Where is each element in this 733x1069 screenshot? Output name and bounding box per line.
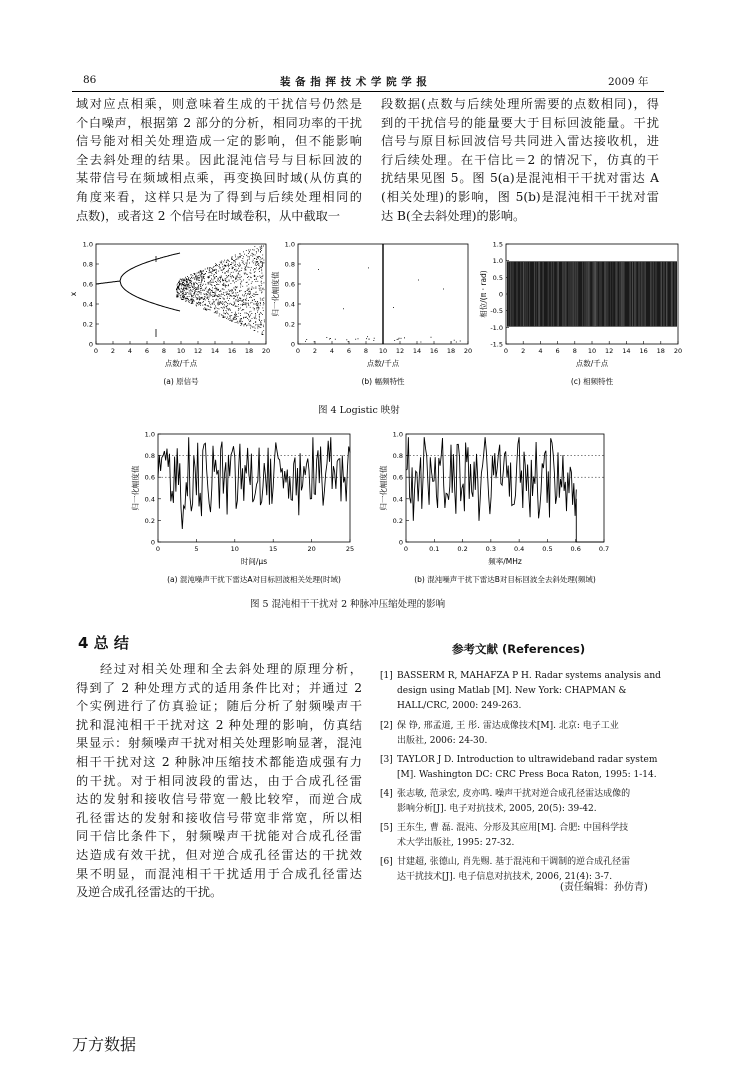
y-tick-label: 1.0 <box>144 430 155 439</box>
text-line: 个白噪声，根据第 2 部分的分析，相同功率的干扰 <box>76 115 362 130</box>
x-tick-label: 20 <box>463 347 473 355</box>
text-line: 果显示：射频噪声干扰对相关处理影响显著，混沌 <box>76 736 362 751</box>
text-line: 点数)，或者这 2 个信号在时域卷积，从中截取一 <box>76 208 341 223</box>
subplot-label: (a) 原信号 <box>163 377 199 386</box>
reference-line: 甘建超, 张德山, 肖先赐. 基于混沌和干调制的逆合成孔径雷 <box>397 857 631 867</box>
y-tick-label: 0.5 <box>492 273 503 282</box>
y-axis-label: x <box>69 291 78 297</box>
reference-line: BASSERM R, MAHAFZA P H. Radar systems analysis and <box>397 671 661 681</box>
y-tick-label: 0 <box>398 538 403 547</box>
text-line: 达 B(全去斜处理)的影响。 <box>381 208 526 223</box>
reference-number: [4] <box>380 789 393 799</box>
references-title: 参考文献 (References) <box>452 642 586 656</box>
text-line: 达造成有效干扰，但对逆合成孔径雷达的干扰效 <box>76 847 362 862</box>
y-tick-label: 0.4 <box>392 495 403 504</box>
x-tick-label: 2 <box>312 347 318 355</box>
body-right-column <box>381 95 659 225</box>
x-tick-label: 0 <box>403 545 409 553</box>
x-tick-label: 15 <box>269 545 278 553</box>
reference-line: 张志敏, 范录宏, 皮亦鸣. 噪声干扰对逆合成孔径雷达成像的 <box>397 789 631 799</box>
subplot-label: (b) 混沌噪声干扰下雷达B对目标回波全去斜处理(频域) <box>414 575 596 584</box>
x-tick-label: 10 <box>378 347 388 355</box>
x-tick-label: 6 <box>555 347 560 355</box>
y-tick-label: 1.0 <box>284 240 295 249</box>
reference-line: design using Matlab [M]. New York: CHAPMAN & <box>397 685 627 696</box>
text-line: 扰结果见图 5。图 5(a)是混沌相干干扰对雷达 A <box>381 171 659 186</box>
x-tick-label: 18 <box>446 347 456 355</box>
y-tick-label: -1.0 <box>490 323 503 332</box>
text-line: 段数据(点数与后续处理所需要的点数相同)，得 <box>381 97 659 111</box>
x-tick-label: 14 <box>622 347 631 355</box>
subplot <box>378 431 609 585</box>
x-axis-label: 时间/μs <box>240 557 268 566</box>
fig4-caption: 图 4 Logistic 映射 <box>318 405 400 416</box>
y-tick-label: 0.6 <box>392 473 403 482</box>
y-tick-label: 0.8 <box>392 452 403 461</box>
y-tick-label: 0.4 <box>144 495 155 504</box>
y-tick-label: 0.4 <box>82 300 93 309</box>
x-tick-label: 0 <box>93 347 99 355</box>
year: 2009 年 <box>608 76 649 88</box>
text-line: 经过对相关处理和全去斜处理的原理分析， <box>100 662 362 676</box>
signal-trace <box>158 437 350 529</box>
y-tick-label: 0.2 <box>392 516 403 525</box>
x-tick-label: 4 <box>329 347 335 355</box>
chaotic-points <box>176 246 265 335</box>
x-axis-label: 点数/千点 <box>366 359 400 368</box>
bifurcation-branch <box>120 253 180 281</box>
subplot <box>478 241 682 387</box>
reference-line: [M]. Washington DC: CRC Press Boca Raton, 1995: 1-14. <box>397 769 657 780</box>
y-tick-label: 0 <box>290 340 295 349</box>
y-tick-label: 0.6 <box>284 280 295 289</box>
x-axis-label: 频率/MHz <box>488 557 522 566</box>
text-line: 到的干扰信号的能量要大于目标回波能量。干扰 <box>381 115 659 130</box>
x-tick-label: 8 <box>572 347 577 355</box>
text-line: 某带信号在频域相点乘，再变换回时域(从仿真的 <box>76 171 362 186</box>
text-line: 的干扰。对于相同波段的雷达，由于合成孔径雷 <box>76 773 362 788</box>
x-tick-label: 14 <box>412 347 422 355</box>
text-line: 孔径雷达的发射和接收信号带宽非常宽，所以相 <box>76 810 362 825</box>
y-tick-label: 1.0 <box>392 430 403 439</box>
subplot <box>270 241 472 387</box>
text-line: 得到了 2 种处理方式的适用条件比对；并通过 2 <box>76 680 362 695</box>
editor-note: (责任编辑：孙仿青) <box>560 882 648 893</box>
x-tick-label: 12 <box>193 347 203 355</box>
x-tick-label: 4 <box>538 347 543 355</box>
reference-line: TAYLOR J D. Introduction to ultrawideband radar system <box>397 755 658 765</box>
reference-number: [5] <box>380 823 393 833</box>
x-tick-label: 18 <box>244 347 254 355</box>
text-line: 相干干扰对这 2 种脉冲压缩技术都能造成强有力 <box>76 754 362 769</box>
text-line: 扰和混沌相干干扰对这 2 种处理的影响，仿真结 <box>76 717 362 732</box>
fig5-caption: 图 5 混沌相干干扰对 2 种脉冲压缩处理的影响 <box>250 599 446 610</box>
subplot-label: (b) 幅频特性 <box>361 377 405 386</box>
x-tick-label: 6 <box>144 347 150 355</box>
y-tick-label: -0.5 <box>490 307 503 316</box>
reference-number: [6] <box>380 857 393 867</box>
y-tick-label: 0.4 <box>284 300 295 309</box>
x-tick-label: 5 <box>194 545 199 553</box>
reference-line: 保 铮, 邢孟道, 王 彤. 雷达成像技术[M]. 北京: 电子工业 <box>397 721 619 731</box>
text-line: 域对应点相乘，则意味着生成的干扰信号仍然是 <box>76 97 362 111</box>
bifurcation-branch <box>96 281 120 284</box>
y-tick-label: 1.5 <box>492 240 503 249</box>
text-line: 行后续处理。在干信比＝2 的情况下，仿真的干 <box>381 152 659 167</box>
reference-line: 王东生, 曹 磊. 混沌、分形及其应用[M]. 合肥: 中国科学技 <box>397 823 629 833</box>
signal-tail <box>576 499 604 542</box>
subplot <box>69 241 270 387</box>
figure-5 <box>110 428 630 593</box>
text-line: 角度来看，这样只是为了得到与后续处理相同的 <box>76 189 362 204</box>
section-title: 4 总 结 <box>78 634 129 652</box>
x-tick-label: 20 <box>673 347 683 355</box>
x-tick-label: 14 <box>210 347 220 355</box>
text-line: 信号与原目标回波信号共同进入雷达接收机，进 <box>381 134 659 149</box>
x-tick-label: 0.2 <box>457 545 468 553</box>
x-tick-label: 16 <box>639 347 648 355</box>
y-tick-label: 1.0 <box>82 240 93 249</box>
page-number: 86 <box>83 74 97 86</box>
reference-line: 术大学出版社, 1995: 27-32. <box>397 837 515 848</box>
text-line: 个实例进行了仿真验证；随后分析了射频噪声干 <box>76 699 362 714</box>
x-tick-label: 20 <box>261 347 271 355</box>
x-tick-label: 16 <box>429 347 439 355</box>
x-tick-label: 0 <box>295 347 301 355</box>
y-axis-label: 相位/(π · rad) <box>479 270 488 318</box>
y-axis-label: 归一化幅度值 <box>131 465 140 511</box>
x-tick-label: 0.7 <box>598 545 610 553</box>
plot-frame <box>96 244 266 344</box>
figure-4 <box>60 238 683 398</box>
body-left-column <box>76 95 362 225</box>
header-rule <box>72 91 664 92</box>
subplot-label: (c) 相频特性 <box>570 377 614 386</box>
x-tick-label: 12 <box>605 347 614 355</box>
text-line: (相关处理)的影响，图 5(b)是混沌相干干扰对雷 <box>381 189 659 204</box>
reference-number: [2] <box>380 721 393 731</box>
x-tick-label: 10 <box>587 347 597 355</box>
bifurcation-branch <box>120 281 180 311</box>
x-tick-label: 12 <box>395 347 405 355</box>
x-tick-label: 0 <box>503 347 509 355</box>
x-tick-label: 10 <box>230 545 239 553</box>
reference-number: [3] <box>380 755 393 765</box>
y-tick-label: 0.6 <box>82 280 93 289</box>
y-axis-label: 归一化幅度值 <box>271 271 280 317</box>
section4-text <box>76 660 362 902</box>
x-tick-label: 20 <box>307 545 316 553</box>
y-tick-label: 0.8 <box>144 452 155 461</box>
text-line: 及逆合成孔径雷达的干扰。 <box>76 885 223 900</box>
y-tick-label: 0.8 <box>284 260 295 269</box>
signal-trace <box>406 437 576 521</box>
x-tick-label: 6 <box>346 347 352 355</box>
text-line: 信号能对相关处理造成一定的影响，但不能影响 <box>76 134 362 149</box>
text-line: 全去斜处理的结果。因此混沌信号与目标回波的 <box>76 152 362 167</box>
x-tick-label: 0.6 <box>570 545 581 553</box>
subplot <box>130 431 354 585</box>
x-tick-label: 0 <box>155 545 161 553</box>
x-tick-label: 0.3 <box>485 545 497 553</box>
reference-line: HALL/CRC, 2000: 249-263. <box>397 700 522 711</box>
y-tick-label: 0.2 <box>144 516 155 525</box>
y-tick-label: 0.8 <box>82 260 93 269</box>
y-tick-label: 0 <box>88 340 93 349</box>
x-tick-label: 16 <box>227 347 237 355</box>
reference-line: 出版社, 2006: 24-30. <box>397 735 488 746</box>
x-tick-label: 4 <box>127 347 133 355</box>
text-line: 果不明显，而混沌相干干扰适用于合成孔径雷达 <box>76 866 362 881</box>
x-tick-label: 2 <box>521 347 526 355</box>
x-tick-label: 25 <box>345 545 355 553</box>
y-tick-label: -1.5 <box>490 340 503 349</box>
reference-line: 达干扰技术[J]. 电子信息对抗技术, 2006, 21(4): 3-7. <box>397 871 613 882</box>
x-tick-label: 2 <box>110 347 116 355</box>
watermark: 万方数据 <box>72 1035 137 1054</box>
x-tick-label: 0.4 <box>513 545 525 553</box>
y-tick-label: 0 <box>498 290 503 299</box>
x-axis-label: 点数/千点 <box>164 359 198 368</box>
x-tick-label: 0.5 <box>542 545 553 553</box>
y-tick-label: 0.2 <box>284 320 295 329</box>
x-tick-label: 8 <box>363 347 369 355</box>
x-axis-label: 点数/千点 <box>575 359 609 368</box>
reference-number: [1] <box>380 671 393 681</box>
text-line: 达的发射和接收信号带宽一般比较窄，而逆合成 <box>76 792 362 807</box>
x-tick-label: 0.1 <box>429 545 440 553</box>
y-tick-label: 0 <box>150 538 155 547</box>
journal-title: 装 备 指 挥 技 术 学 院 学 报 <box>280 76 428 88</box>
x-tick-label: 8 <box>161 347 167 355</box>
y-axis-label: 归一化幅度值 <box>379 465 388 511</box>
y-tick-label: 1.0 <box>492 257 503 266</box>
text-line: 同干信比条件下，射频噪声干扰能对合成孔径雷 <box>76 829 362 844</box>
reference-line: 影响分析[J]. 电子对抗技术, 2005, 20(5): 39-42. <box>397 803 597 814</box>
y-tick-label: 0.6 <box>144 473 155 482</box>
x-tick-label: 10 <box>176 347 186 355</box>
y-tick-label: 0.2 <box>82 320 93 329</box>
subplot-label: (a) 混沌噪声干扰下雷达A对目标回波相关处理(时域) <box>167 575 341 584</box>
x-tick-label: 18 <box>656 347 665 355</box>
